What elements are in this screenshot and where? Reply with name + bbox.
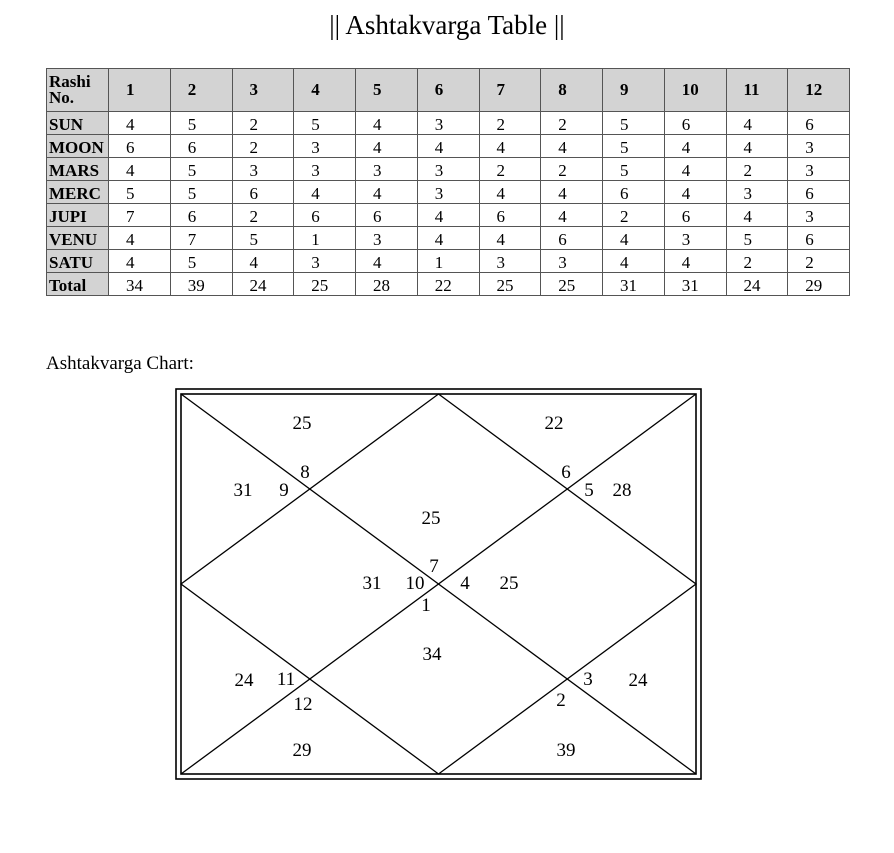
column-header: 6 [417, 69, 479, 112]
house-sign-number: 11 [276, 669, 296, 690]
table-cell: 4 [356, 250, 418, 273]
table-cell: 34 [109, 273, 171, 296]
table-cell: 4 [664, 158, 726, 181]
table-cell: 6 [294, 204, 356, 227]
column-header: 7 [479, 69, 541, 112]
table-cell: 1 [417, 250, 479, 273]
table-cell: 4 [417, 227, 479, 250]
table-cell: 2 [726, 158, 788, 181]
column-header: 11 [726, 69, 788, 112]
table-cell: 39 [170, 273, 232, 296]
house-sign-number: 9 [279, 480, 289, 501]
table-cell: 6 [664, 112, 726, 135]
table-cell: 3 [788, 135, 850, 158]
table-cell: 3 [356, 227, 418, 250]
house-sign-number: 1 [421, 595, 431, 616]
house-score: 28 [612, 480, 632, 501]
house-score: 24 [628, 670, 648, 691]
table-cell: 2 [788, 250, 850, 273]
house-sign-number: 10 [405, 573, 425, 594]
row-label: JUPI [47, 204, 109, 227]
table-cell: 7 [170, 227, 232, 250]
table-cell: 1 [294, 227, 356, 250]
table-cell: 4 [726, 204, 788, 227]
table-cell: 6 [664, 204, 726, 227]
table-cell: 31 [603, 273, 665, 296]
table-cell: 6 [170, 204, 232, 227]
table-cell: 6 [603, 181, 665, 204]
house-score: 25 [421, 508, 441, 529]
column-header: 9 [603, 69, 665, 112]
table-cell: 2 [479, 158, 541, 181]
table-cell: 4 [541, 181, 603, 204]
row-label: MARS [47, 158, 109, 181]
table-cell: 4 [726, 135, 788, 158]
house-score: 24 [234, 670, 254, 691]
house-score: 34 [422, 644, 442, 665]
table-cell: 2 [232, 112, 294, 135]
table-cell: 3 [294, 250, 356, 273]
house-score: 39 [556, 740, 576, 761]
column-header: 3 [232, 69, 294, 112]
table-cell: 6 [356, 204, 418, 227]
house-score: 22 [544, 413, 564, 434]
table-cell: 4 [356, 112, 418, 135]
table-cell: 3 [294, 158, 356, 181]
column-header: 12 [788, 69, 850, 112]
table-cell: 2 [541, 112, 603, 135]
row-label: MOON [47, 135, 109, 158]
table-cell: 7 [109, 204, 171, 227]
table-cell: 5 [294, 112, 356, 135]
table-cell: 6 [109, 135, 171, 158]
table-cell: 5 [603, 135, 665, 158]
table-cell: 4 [294, 181, 356, 204]
table-cell: 31 [664, 273, 726, 296]
house-sign-number: 3 [583, 669, 593, 690]
table-cell: 6 [788, 181, 850, 204]
house-sign-number: 5 [584, 480, 594, 501]
row-label: SATU [47, 250, 109, 273]
table-cell: 4 [356, 181, 418, 204]
table-cell: 4 [664, 250, 726, 273]
table-cell: 4 [603, 250, 665, 273]
table-cell: 4 [541, 204, 603, 227]
table-cell: 2 [603, 204, 665, 227]
table-cell: 5 [170, 250, 232, 273]
row-label: Total [47, 273, 109, 296]
table-cell: 3 [788, 204, 850, 227]
table-cell: 5 [232, 227, 294, 250]
table-cell: 5 [109, 181, 171, 204]
column-header: 1 [109, 69, 171, 112]
row-label: MERC [47, 181, 109, 204]
house-score: 31 [233, 480, 253, 501]
table-cell: 5 [726, 227, 788, 250]
column-header: 8 [541, 69, 603, 112]
table-cell: 25 [541, 273, 603, 296]
table-cell: 6 [232, 181, 294, 204]
table-cell: 4 [664, 135, 726, 158]
table-cell: 5 [170, 181, 232, 204]
page-title: || Ashtakvarga Table || [329, 10, 565, 40]
table-cell: 4 [232, 250, 294, 273]
table-cell: 24 [232, 273, 294, 296]
table-cell: 2 [726, 250, 788, 273]
table-cell: 5 [170, 158, 232, 181]
table-cell: 2 [479, 112, 541, 135]
house-sign-number: 2 [556, 690, 566, 711]
table-cell: 5 [603, 158, 665, 181]
column-header: 5 [356, 69, 418, 112]
table-cell: 6 [170, 135, 232, 158]
table-cell: 4 [479, 181, 541, 204]
table-cell: 4 [417, 135, 479, 158]
house-score: 25 [499, 573, 519, 594]
table-cell: 4 [603, 227, 665, 250]
table-cell: 3 [788, 158, 850, 181]
table-cell: 3 [726, 181, 788, 204]
table-cell: 22 [417, 273, 479, 296]
house-score: 31 [362, 573, 382, 594]
table-cell: 3 [356, 158, 418, 181]
table-cell: 2 [232, 135, 294, 158]
table-cell: 3 [417, 112, 479, 135]
table-cell: 5 [170, 112, 232, 135]
house-score: 29 [292, 740, 312, 761]
table-cell: 4 [356, 135, 418, 158]
table-cell: 3 [417, 158, 479, 181]
table-cell: 4 [109, 227, 171, 250]
table-cell: 4 [109, 158, 171, 181]
table-cell: 4 [726, 112, 788, 135]
chart-label: Ashtakvarga Chart: [46, 353, 194, 374]
table-cell: 3 [664, 227, 726, 250]
table-cell: 4 [541, 135, 603, 158]
table-cell: 25 [479, 273, 541, 296]
table-cell: 29 [788, 273, 850, 296]
table-cell: 4 [664, 181, 726, 204]
column-header: 4 [294, 69, 356, 112]
table-cell: 6 [479, 204, 541, 227]
table-cell: 4 [109, 112, 171, 135]
house-score: 25 [292, 413, 312, 434]
table-cell: 2 [232, 204, 294, 227]
table-cell: 3 [294, 135, 356, 158]
table-cell: 4 [479, 135, 541, 158]
table-cell: 5 [603, 112, 665, 135]
row-label: SUN [47, 112, 109, 135]
table-cell: 3 [479, 250, 541, 273]
table-cell: 3 [232, 158, 294, 181]
rashi-number-header: Rashi No. [47, 69, 109, 112]
table-cell: 6 [788, 112, 850, 135]
house-sign-number: 8 [300, 462, 310, 483]
house-sign-number: 4 [460, 573, 470, 594]
column-header: 10 [664, 69, 726, 112]
table-cell: 6 [788, 227, 850, 250]
table-cell: 3 [541, 250, 603, 273]
table-cell: 25 [294, 273, 356, 296]
table-cell: 4 [417, 204, 479, 227]
table-cell: 6 [541, 227, 603, 250]
column-header: 2 [170, 69, 232, 112]
table-cell: 3 [417, 181, 479, 204]
house-sign-number: 7 [429, 556, 439, 577]
house-sign-number: 12 [293, 694, 313, 715]
table-cell: 24 [726, 273, 788, 296]
table-cell: 28 [356, 273, 418, 296]
table-cell: 4 [109, 250, 171, 273]
house-sign-number: 6 [561, 462, 571, 483]
table-cell: 4 [479, 227, 541, 250]
table-cell: 2 [541, 158, 603, 181]
row-label: VENU [47, 227, 109, 250]
